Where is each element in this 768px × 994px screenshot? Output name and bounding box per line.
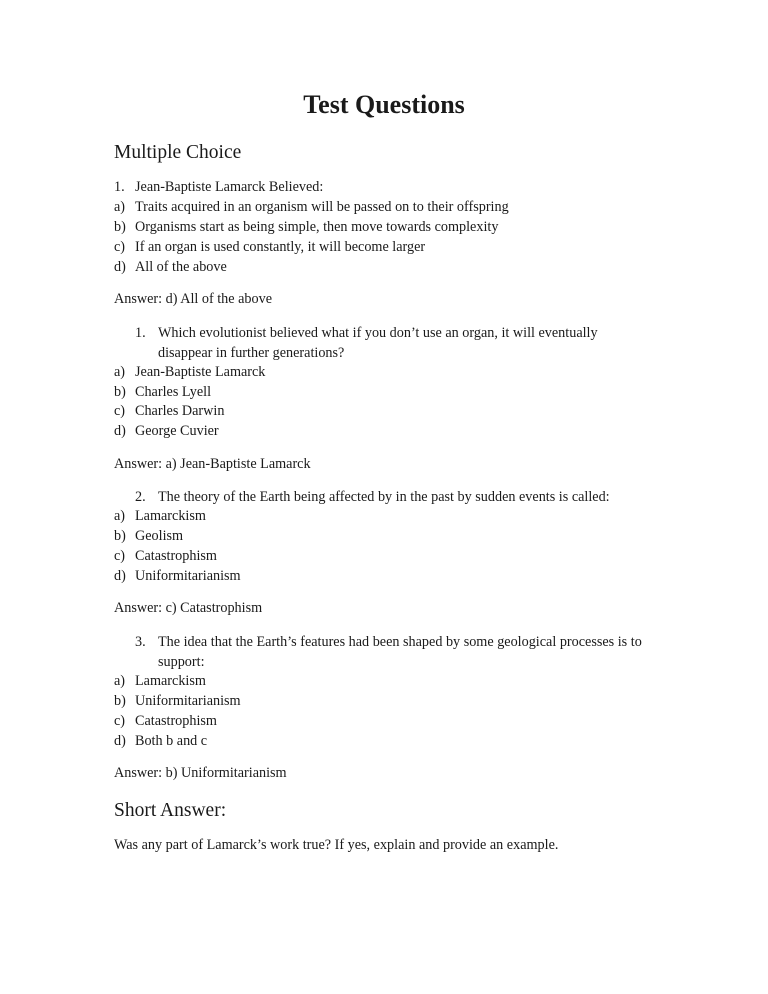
question-text: The theory of the Earth being affected by in the past by sudden events is called: bbox=[158, 489, 610, 505]
page-title: Test Questions bbox=[303, 90, 465, 119]
question-number: 3. bbox=[135, 634, 146, 650]
answer-line: Answer: b) Uniformitarianism bbox=[114, 765, 287, 781]
option-label: b) bbox=[114, 693, 126, 709]
answer-line: Answer: a) Jean-Baptiste Lamarck bbox=[114, 456, 311, 472]
option-text: Charles Lyell bbox=[135, 384, 212, 400]
question-number: 1. bbox=[135, 325, 146, 341]
option-label: c) bbox=[114, 548, 126, 564]
option-text: Both b and c bbox=[135, 733, 208, 749]
option-text: Geolism bbox=[135, 528, 184, 544]
option-label: a) bbox=[114, 199, 126, 215]
option-label: b) bbox=[114, 219, 126, 235]
option-label: a) bbox=[114, 673, 126, 689]
option-label: d) bbox=[114, 733, 126, 749]
question-text-continued: support: bbox=[158, 654, 205, 670]
option-label: b) bbox=[114, 384, 126, 400]
option-label: a) bbox=[114, 508, 126, 524]
option-text: Traits acquired in an organism will be passed on to their offspring bbox=[135, 199, 509, 215]
option-label: c) bbox=[114, 403, 126, 419]
answer-line: Answer: d) All of the above bbox=[114, 291, 272, 307]
question-number: 2. bbox=[135, 489, 146, 505]
short-answer-question: Was any part of Lamarck’s work true? If yes, explain and provide an example. bbox=[114, 837, 559, 853]
option-label: b) bbox=[114, 528, 126, 544]
option-text: Organisms start as being simple, then move towards complexity bbox=[135, 219, 499, 235]
option-label: a) bbox=[114, 364, 126, 380]
question-text: The idea that the Earth’s features had been shaped by some geological processes is to bbox=[158, 634, 642, 650]
option-label: d) bbox=[114, 423, 126, 439]
option-label: d) bbox=[114, 259, 126, 275]
option-text: Uniformitarianism bbox=[135, 568, 241, 584]
option-text: Jean-Baptiste Lamarck bbox=[135, 364, 266, 380]
option-text: Catastrophism bbox=[135, 713, 217, 729]
option-text: If an organ is used constantly, it will become larger bbox=[135, 239, 426, 255]
option-text: Lamarckism bbox=[135, 508, 206, 524]
question-text-continued: disappear in further generations? bbox=[158, 345, 345, 361]
option-label: c) bbox=[114, 239, 126, 255]
section-heading-short-answer: Short Answer: bbox=[114, 800, 227, 821]
option-label: d) bbox=[114, 568, 126, 584]
answer-line: Answer: c) Catastrophism bbox=[114, 600, 263, 616]
option-text: Charles Darwin bbox=[135, 403, 225, 419]
question-number: 1. bbox=[114, 179, 125, 195]
section-heading-multiple-choice: Multiple Choice bbox=[114, 142, 242, 163]
option-text: Uniformitarianism bbox=[135, 693, 241, 709]
option-text: All of the above bbox=[135, 259, 227, 275]
option-text: Catastrophism bbox=[135, 548, 217, 564]
question-text: Which evolutionist believed what if you don’t use an organ, it will eventually bbox=[158, 325, 598, 341]
option-text: George Cuvier bbox=[135, 423, 219, 439]
option-text: Lamarckism bbox=[135, 673, 206, 689]
option-label: c) bbox=[114, 713, 126, 729]
question-text: Jean-Baptiste Lamarck Believed: bbox=[135, 179, 324, 195]
